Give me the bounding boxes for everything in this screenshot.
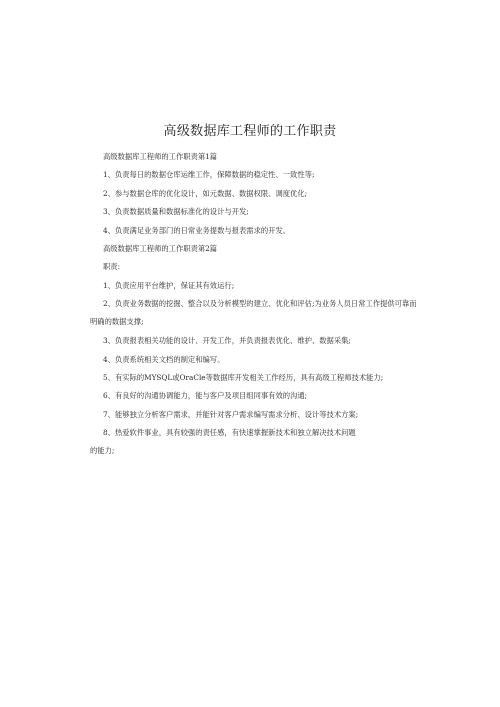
paragraph: 5、有实际的MYSQL或OraCle等数据库开发相关工作经历，具有高级工程师技术能力; xyxy=(103,372,384,382)
paragraph: 3、负责报表相关功能的设计、开发工作，并负责报表优化、维护、数据采集; xyxy=(103,336,351,346)
document-title: 高级数据库工程师的工作职责 xyxy=(163,124,337,139)
paragraph: 7、能够独立分析客户需求，并能针对客户需求编写需求分析、设计等技术方案; xyxy=(103,409,359,419)
paragraph: 4、负责系统相关文档的制定和编写。 xyxy=(103,354,225,364)
paragraph: 4、负责满足业务部门的日常业务提数与报表需求的开发。 xyxy=(103,225,291,235)
paragraph: 3、负责数据质量和数据标准化的设计与开发; xyxy=(103,207,249,217)
paragraph: 职责: xyxy=(103,262,121,272)
section-heading-1: 高级数据库工程师的工作职责第1篇 xyxy=(103,152,218,161)
paragraph: 2、负责业务数据的挖掘、整合以及分析模型的建立、优化和评估;为业务人员日常工作提供可靠而明确的数据支撑; xyxy=(90,299,417,327)
paragraph: 8、热爱软件事业，具有较强的责任感，有快速掌握新技术和独立解决技术问题的能力; xyxy=(90,428,356,456)
section-heading-2: 高级数据库工程师的工作职责第2篇 xyxy=(103,243,218,253)
paragraph: 1、负责应用平台维护，保证其有效运行; xyxy=(103,280,235,290)
document-body xyxy=(90,148,420,460)
paragraph: 6、有良好的沟通协调能力，能与客户及项目组同事有效的沟通; xyxy=(103,391,308,401)
paragraph: 2、参与数据仓库的优化设计，如元数据、数据权限、调度优化; xyxy=(103,188,308,198)
paragraph: 1、负责每日的数据仓库运维工作，保障数据的稳定性、一致性等; xyxy=(103,170,315,180)
